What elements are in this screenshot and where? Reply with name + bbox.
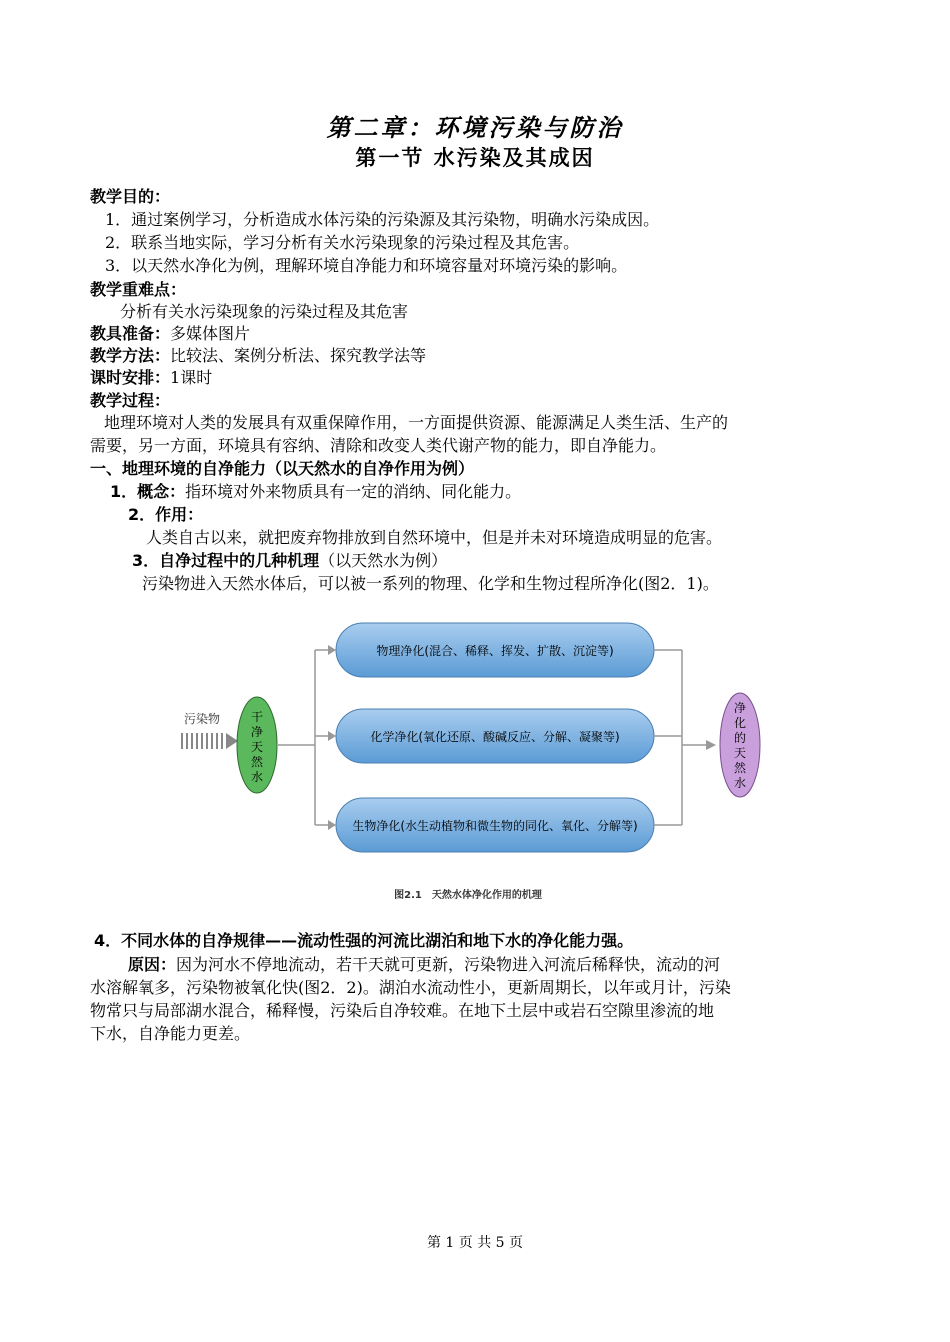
reason-label: 原因： [128, 955, 177, 974]
goals-heading: 教学目的： [90, 187, 171, 206]
key-points-text: 分析有关水污染现象的污染过程及其危害 [120, 302, 409, 321]
svg-text:天: 天 [733, 746, 747, 760]
svg-text:水: 水 [250, 770, 264, 784]
hours-label: 课时安排： [90, 368, 171, 387]
methods-label: 教学方法： [90, 346, 171, 365]
physical-purification-label: 物理净化(混合、稀释、挥发、扩散、沉淀等) [376, 644, 614, 658]
input-arrow-head [226, 733, 238, 749]
left-connectors [278, 650, 330, 825]
mechanism-note: （以天然水为例） [319, 551, 448, 570]
methods-text: 比较法、案例分析法、探究教学法等 [170, 346, 427, 365]
source-label: 污染物 [184, 712, 221, 726]
reason-line-2: 水溶解氧多，污染物被氧化快(图2．2)。湖泊水流动性小，更新周期长，以年或月计，污染 [90, 978, 731, 997]
arrow-to-biological [328, 820, 336, 830]
process-intro-1: 地理环境对人类的发展具有双重保障作用，一方面提供资源、能源满足人类生活、生产的 [104, 413, 729, 432]
svg-text:然: 然 [733, 761, 747, 775]
section1-heading: 一、地理环境的自净能力（以天然水的自净作用为例） [90, 459, 475, 478]
process-heading: 教学过程： [90, 391, 171, 410]
materials-label: 教具准备： [90, 324, 171, 343]
svg-text:干: 干 [250, 710, 264, 724]
mechanism-text: 污染物进入天然水体后，可以被一系列的物理、化学和生物过程所净化(图2．1)。 [142, 574, 719, 593]
page-title: 第二章：环境污染与防治 [326, 113, 624, 142]
arrow-to-chemical [328, 731, 336, 741]
hours-line [90, 367, 212, 389]
section4-heading: 4．不同水体的自净规律——流动性强的河流比湖泊和地下水的净化能力强。 [94, 931, 634, 950]
mechanism-label: 3．自净过程中的几种机理 [132, 551, 320, 570]
clean-water-label [251, 710, 264, 784]
methods-line [90, 345, 426, 367]
concept-line [110, 481, 521, 503]
materials-line [90, 323, 250, 345]
effect-text: 人类自古以来，就把废弃物排放到自然环境中，但是并未对环境造成明显的危害。 [146, 528, 723, 547]
mechanism-line [132, 550, 447, 572]
section-title: 第一节 水污染及其成因 [355, 145, 595, 170]
materials-text: 多媒体图片 [170, 324, 251, 343]
goal-item-1: 1．通过案例学习，分析造成水体污染的污染源及其污染物，明确水污染成因。 [105, 210, 660, 229]
right-connectors [654, 650, 708, 825]
biological-purification-label: 生物净化(水生动植物和微生物的同化、氧化、分解等) [352, 819, 638, 833]
reason-line-3: 物常只与局部湖水混合，稀释慢，污染后自净较难。在地下土层中或岩石空隙里渗流的地 [90, 1001, 715, 1020]
process-intro-2: 需要，另一方面，环境具有容纳、清除和改变人类代谢产物的能力，即自净能力。 [90, 436, 667, 455]
svg-text:净: 净 [733, 701, 747, 715]
arrow-to-purified [706, 740, 716, 750]
figure-caption: 图2.1 天然水体净化作用的机理 [394, 890, 542, 901]
purification-diagram [170, 605, 770, 915]
svg-text:化: 化 [733, 716, 747, 730]
goal-item-3: 3．以天然水净化为例，理解环境自净能力和环境容量对环境污染的影响。 [105, 256, 628, 275]
goal-item-2: 2．联系当地实际，学习分析有关水污染现象的污染过程及其危害。 [105, 233, 580, 252]
svg-text:然: 然 [250, 755, 264, 769]
reason-line-4: 下水，自净能力更差。 [90, 1024, 251, 1043]
reason-line-1 [128, 954, 720, 976]
reason-text-1: 因为河水不停地流动，若干天就可更新，污染物进入河流后稀释快，流动的河 [176, 955, 721, 974]
concept-label: 1．概念： [110, 482, 186, 501]
key-points-heading: 教学重难点： [90, 280, 187, 299]
hours-text: 1课时 [170, 368, 213, 387]
svg-text:水: 水 [733, 776, 747, 790]
concept-text: 指环境对外来物质具有一定的消纳、同化能力。 [185, 482, 522, 501]
svg-text:净: 净 [250, 725, 264, 739]
svg-text:的: 的 [733, 731, 747, 745]
effect-label: 2．作用： [128, 505, 204, 524]
arrow-to-physical [328, 645, 336, 655]
chemical-purification-label: 化学净化(氧化还原、酸碱反应、分解、凝聚等) [370, 730, 620, 744]
svg-text:天: 天 [250, 740, 264, 754]
input-arrow [182, 733, 222, 749]
page-footer: 第 1 页 共 5 页 [426, 1235, 524, 1251]
